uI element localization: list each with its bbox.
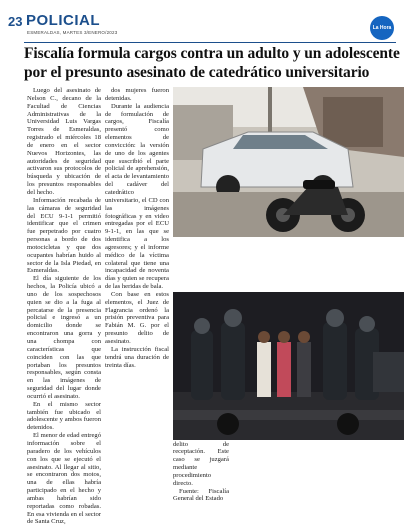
paragraph: Información recabada de las cámaras de seguridad del ECU 9-1-1 permitió identificar que el crimen fue perpetrado por cuatro personas a bordo de dos motocicletas y que dos ocupantes habrían huido al sector de la Isla Piedad, en Esmeraldas. bbox=[27, 196, 101, 275]
paragraph: Durante la audiencia de formulación de cargos, Fiscalía presentó como elementos de convicción: la versión de uno de los agentes que suscribió el parte policial de aprehensión, el acta de levantamiento del cadáver del catedrático universitario, el CD con las imágenes fotográficas y en video entregadas por el ECU 9-1-1, en las que se identifica a los agresores; y el informe médico de la víctima colateral que tiene una incapacidad de noventa días y quien se recupera de las heridas de bala. bbox=[105, 102, 169, 291]
crime-scene-photo bbox=[173, 87, 404, 237]
paragraph: El día siguiente de los hechos, la Policía ubicó a uno de los sospechosos quien se dio a la fuga al percatarse de la presencia policial e ingresó a un domicilio donde se encontraron una gorra y una chompa con características que coinciden con las que portaban los presuntos responsables, según consta en las imágenes de seguridad del lugar donde ocurrió el asesinato. bbox=[27, 275, 101, 400]
paragraph: dos mujeres fueron detenidas. bbox=[105, 87, 169, 102]
paragraph: El menor de edad entregó información sobre el paradero de los vehículos con los que se ejecutó el asesinato. Al llegar al sitio, se encontraron dos motos, una de ellas habría participado en el hecho y ambas habrían sido reportadas como robadas. En esa vivienda en el sector de Santa Cruz, bbox=[27, 432, 101, 526]
paragraph: Con base en estos elementos, el Juez de Flagrancia ordenó la prisión preventiva para Fabián M. G. por el presunto delito de asesinato. bbox=[105, 290, 169, 345]
paragraph: Fuente: Fiscalía General del Estado bbox=[173, 487, 229, 503]
detainees-illustration bbox=[173, 292, 404, 440]
paragraph: En el mismo sector también fue ubicado el adolescente y ambos fueron detenidos. bbox=[27, 400, 101, 432]
headline-line-2: por el presunto asesinato de catedrático universitario bbox=[24, 64, 370, 81]
header-divider bbox=[24, 42, 396, 43]
headline-line-1: Fiscalía formula cargos contra un adulto y un adolescente bbox=[24, 45, 400, 62]
section-title: POLICIAL bbox=[26, 12, 100, 29]
paragraph: Luego del asesinato de Nelson C., decano de la Facultad de Ciencias Administrativas de la Universidad Luis Vargas Torres de Esmeraldas, registrado el miércoles 18 de enero en el sector Nuevos Horizontes, las autoridades de seguridad activaron sus protocolos de búsqueda y ubicación de los presuntos responsables del hecho. bbox=[27, 87, 101, 196]
detainees-photo bbox=[173, 292, 404, 440]
article-column-2 bbox=[105, 87, 169, 369]
paragraph: delito de receptación. Este caso se juzgará mediante procedimiento directo. bbox=[173, 440, 229, 487]
edition-date: ESMERALDAS, MARTES 3/ENERO/2023 bbox=[27, 30, 118, 35]
page-number: 23 bbox=[8, 14, 23, 29]
newspaper-logo bbox=[370, 16, 394, 40]
article-headline bbox=[24, 44, 404, 82]
page-header bbox=[0, 0, 412, 40]
logo-text: La Hora bbox=[372, 25, 392, 31]
article-column-1 bbox=[27, 87, 101, 526]
paragraph: La instrucción fiscal tendrá una duración de treinta días. bbox=[105, 345, 169, 369]
crime-scene-illustration bbox=[173, 87, 404, 237]
